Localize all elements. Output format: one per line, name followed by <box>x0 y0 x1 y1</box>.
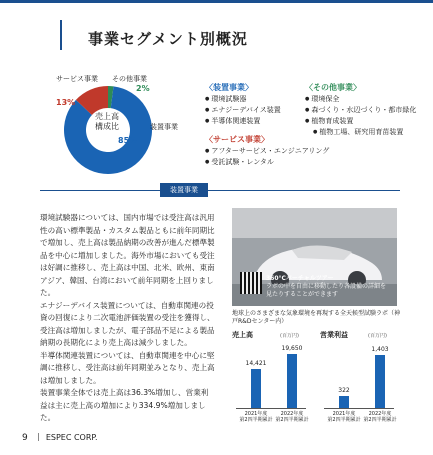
chart-value-label: 14,421 <box>245 359 267 367</box>
page-number: 9 <box>22 433 28 443</box>
chart-bar <box>375 355 385 408</box>
body-paragraph: エナジーデバイス装置については、自動車関連の投資の回復により二次電池評価装置の受注を獲得し、受注高は増加しましたが、電子部品不足による製品納期の長期化により売上高は減少しました。 <box>40 300 215 347</box>
body-paragraph: 環境試験器については、国内市場では受注高は汎用性の高い標準製品・カスタム製品ともに前年同期比で増加し、売上高は製品納期の改善が進んだ標準製品を中心に増加しました。海外市場においても受注は好調に推移し、売上高は中国、北米、欧州、東南アジア、韓国、台湾において前年同期を上回りました。 <box>40 213 215 297</box>
list-item: ● 植物工場、研究用育苗装置 <box>305 127 416 138</box>
body-text <box>40 212 215 425</box>
chart-axis <box>324 408 394 409</box>
chart-category-label: 2021年度 第2四半期累計 <box>239 411 273 423</box>
sales-chart-unit: (百万円) <box>280 333 299 339</box>
photo-overlay-sub: ラボの中を自由に移動したり各設備の詳細を見たりすることができます <box>266 283 387 298</box>
list-item: ● 森づくり・水辺づくり・都市緑化 <box>305 105 416 116</box>
body-paragraph: 半導体関連装置については、自動車関連を中心に堅調に推移し、受注高は前年同期並みとなり、売上高は増加しました。 <box>40 350 215 385</box>
list-item: ● 環境試験器 <box>205 94 281 105</box>
service-list <box>205 146 329 168</box>
chart-category-label: 2022年度 第2四半期累計 <box>363 411 397 423</box>
chart-value-label: 322 <box>338 386 350 394</box>
chart-bar <box>287 354 297 408</box>
sales-chart <box>232 330 312 425</box>
donut-center-line1: 売上高 <box>95 112 119 121</box>
photo-overlay-title: 360°Cバーチャルツアー <box>266 275 334 282</box>
photo-caption: 地球上のさまざまな気象環境を再現する全天候型試験ラボ（神戸R&Dセンター内） <box>232 310 401 325</box>
donut-svg <box>40 70 210 190</box>
service-heading: 〈サービス事業〉 <box>205 135 269 144</box>
chart-bar <box>251 369 261 408</box>
other-heading: 〈その他事業〉 <box>305 83 361 92</box>
list-item: ● アフターサービス・エンジニアリング <box>205 146 329 157</box>
chart-value-label: 1,403 <box>371 346 389 354</box>
section-divider <box>40 190 400 200</box>
page-title: 事業セグメント別概況 <box>88 30 248 48</box>
equipment-heading: 〈装置事業〉 <box>205 83 253 92</box>
equipment-list <box>205 94 281 127</box>
profit-chart <box>320 330 400 425</box>
donut-pct-other: 2% <box>136 84 150 93</box>
chart-value-label: 19,650 <box>281 345 303 353</box>
donut-center-label <box>92 112 122 132</box>
profit-chart-title: 営業利益 <box>320 331 348 339</box>
donut-label-equipment: 装置事業 <box>150 123 178 131</box>
chart-category-label: 2022年度 第2四半期累計 <box>275 411 309 423</box>
sales-chart-title: 売上高 <box>232 331 253 339</box>
list-item: ● 受託試験・レンタル <box>205 157 329 168</box>
donut-label-service: サービス事業 <box>56 75 98 83</box>
donut-pct-service: 13% <box>56 98 76 107</box>
segment-donut-chart <box>40 70 210 190</box>
footer-separator <box>38 433 39 441</box>
chart-bar <box>339 396 349 408</box>
other-list <box>305 94 416 138</box>
top-rule <box>0 0 433 3</box>
list-item: ● 環境保全 <box>305 94 416 105</box>
list-item: ● 半導体関連装置 <box>205 116 281 127</box>
section-label: 装置事業 <box>160 183 208 197</box>
footer <box>22 433 98 443</box>
body-paragraph: 装置事業全体では売上高は36.3%増加し、営業利益は主に売上高の増加により334.9%増加しました。 <box>40 388 209 422</box>
donut-center-line2: 構成比 <box>95 122 119 131</box>
title-accent <box>60 20 62 50</box>
profit-chart-unit: (百万円) <box>368 333 387 339</box>
photo-overlay <box>266 275 391 299</box>
chart-category-label: 2021年度 第2四半期累計 <box>327 411 361 423</box>
company-name: ESPEC CORP. <box>45 433 98 442</box>
chart-axis <box>236 408 306 409</box>
donut-pct-equipment: 85% <box>118 136 138 145</box>
qr-code[interactable] <box>240 272 262 294</box>
list-item: ● 植物育成装置 <box>305 116 416 127</box>
list-item: ● エナジーデバイス装置 <box>205 105 281 116</box>
donut-label-other: その他事業 <box>112 75 147 83</box>
